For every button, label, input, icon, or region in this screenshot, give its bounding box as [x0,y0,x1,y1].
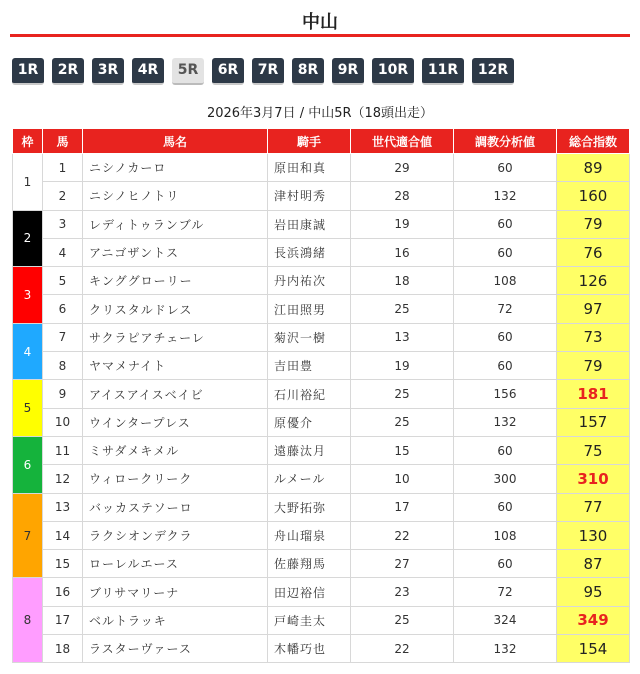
total-index-cell: 87 [557,550,630,578]
jockey-cell: 石川裕紀 [268,380,351,408]
table-row [13,578,630,606]
training-analysis-cell: 132 [454,635,557,663]
horse-number-cell: 2 [43,182,83,210]
table-row [13,606,630,634]
training-analysis-cell: 60 [454,154,557,182]
total-index-cell: 160 [557,182,630,210]
horse-name-cell: ローレルエース [83,550,268,578]
horse-name-cell: ヤマメナイト [83,352,268,380]
training-analysis-cell: 156 [454,380,557,408]
waku-cell: 2 [13,210,43,267]
horse-number-cell: 16 [43,578,83,606]
race-tab-1r[interactable]: 1R [12,58,44,85]
jockey-cell: 津村明秀 [268,182,351,210]
col-waku-header: 枠 [13,129,43,154]
total-index-cell: 89 [557,154,630,182]
training-analysis-cell: 60 [454,352,557,380]
waku-cell: 7 [13,493,43,578]
generation-fit-cell: 13 [351,323,454,351]
table-row [13,408,630,436]
total-index-cell: 77 [557,493,630,521]
horse-name-cell: ウィロークリーク [83,465,268,493]
horse-number-cell: 12 [43,465,83,493]
training-analysis-cell: 60 [454,550,557,578]
horse-number-cell: 10 [43,408,83,436]
total-index-cell: 73 [557,323,630,351]
race-table [12,128,630,663]
race-tab-6r[interactable]: 6R [212,58,244,85]
waku-cell: 4 [13,323,43,380]
horse-name-cell: バッカステソーロ [83,493,268,521]
horse-number-cell: 6 [43,295,83,323]
horse-number-cell: 7 [43,323,83,351]
total-index-cell: 349 [557,606,630,634]
generation-fit-cell: 10 [351,465,454,493]
col-jockey-header: 騎手 [268,129,351,154]
total-index-cell: 75 [557,436,630,464]
training-analysis-cell: 60 [454,436,557,464]
col-horse-name-header: 馬名 [83,129,268,154]
horse-name-cell: ニシノヒノトリ [83,182,268,210]
horse-number-cell: 13 [43,493,83,521]
jockey-cell: 原田和真 [268,154,351,182]
horse-number-cell: 4 [43,238,83,266]
horse-name-cell: アニゴザントス [83,238,268,266]
training-analysis-cell: 72 [454,578,557,606]
horse-name-cell: クリスタルドレス [83,295,268,323]
waku-cell: 5 [13,380,43,437]
total-index-cell: 95 [557,578,630,606]
total-index-cell: 130 [557,521,630,549]
horse-number-cell: 18 [43,635,83,663]
horse-name-cell: ラスターヴァース [83,635,268,663]
waku-cell: 3 [13,267,43,324]
horse-name-cell: サクラピアチェーレ [83,323,268,351]
generation-fit-cell: 23 [351,578,454,606]
horse-name-cell: ウインタープレス [83,408,268,436]
race-tab-11r[interactable]: 11R [422,58,464,85]
horse-number-cell: 11 [43,436,83,464]
horse-number-cell: 5 [43,267,83,295]
total-index-cell: 310 [557,465,630,493]
jockey-cell: 丹内祐次 [268,267,351,295]
table-row [13,380,630,408]
waku-cell: 1 [13,154,43,211]
race-tab-10r[interactable]: 10R [372,58,414,85]
table-row [13,154,630,182]
jockey-cell: ルメール [268,465,351,493]
table-row [13,550,630,578]
total-index-cell: 76 [557,238,630,266]
race-tab-7r[interactable]: 7R [252,58,284,85]
training-analysis-cell: 132 [454,408,557,436]
jockey-cell: 田辺裕信 [268,578,351,606]
horse-name-cell: アイスアイスベイビ [83,380,268,408]
table-row [13,295,630,323]
generation-fit-cell: 25 [351,606,454,634]
horse-name-cell: キンググローリー [83,267,268,295]
col-generation-fit-header: 世代適合値 [351,129,454,154]
training-analysis-cell: 300 [454,465,557,493]
horse-name-cell: ラクシオンデクラ [83,521,268,549]
training-analysis-cell: 132 [454,182,557,210]
table-row [13,352,630,380]
race-info: 2026年3月7日 / 中山5R（18頭出走） [206,106,434,121]
generation-fit-cell: 18 [351,267,454,295]
total-index-cell: 126 [557,267,630,295]
table-header-row [13,129,630,154]
training-analysis-cell: 60 [454,210,557,238]
jockey-cell: 原優介 [268,408,351,436]
race-tab-8r[interactable]: 8R [292,58,324,85]
jockey-cell: 岩田康誠 [268,210,351,238]
race-tab-9r[interactable]: 9R [332,58,364,85]
jockey-cell: 木幡巧也 [268,635,351,663]
training-analysis-cell: 60 [454,323,557,351]
total-index-cell: 79 [557,352,630,380]
waku-cell: 6 [13,436,43,493]
jockey-cell: 舟山瑠泉 [268,521,351,549]
total-index-cell: 154 [557,635,630,663]
generation-fit-cell: 17 [351,493,454,521]
col-horse-number-header: 馬 [43,129,83,154]
generation-fit-cell: 16 [351,238,454,266]
horse-name-cell: レディトゥランブル [83,210,268,238]
horse-number-cell: 17 [43,606,83,634]
generation-fit-cell: 19 [351,352,454,380]
generation-fit-cell: 28 [351,182,454,210]
generation-fit-cell: 22 [351,635,454,663]
table-row [13,323,630,351]
training-analysis-cell: 72 [454,295,557,323]
horse-number-cell: 15 [43,550,83,578]
generation-fit-cell: 25 [351,380,454,408]
jockey-cell: 長浜鴻緒 [268,238,351,266]
table-row [13,635,630,663]
total-index-cell: 181 [557,380,630,408]
race-tab-2r[interactable]: 2R [52,58,84,85]
generation-fit-cell: 29 [351,154,454,182]
jockey-cell: 江田照男 [268,295,351,323]
page-title: 中山 [302,12,338,33]
table-row [13,465,630,493]
training-analysis-cell: 324 [454,606,557,634]
generation-fit-cell: 15 [351,436,454,464]
waku-cell: 8 [13,578,43,663]
generation-fit-cell: 22 [351,521,454,549]
total-index-cell: 157 [557,408,630,436]
horse-number-cell: 9 [43,380,83,408]
horse-number-cell: 3 [43,210,83,238]
table-row [13,436,630,464]
race-tab-3r[interactable]: 3R [92,58,124,85]
horse-name-cell: ベルトラッキ [83,606,268,634]
horse-number-cell: 14 [43,521,83,549]
jockey-cell: 菊沢一樹 [268,323,351,351]
race-tabs [0,37,640,85]
horse-number-cell: 8 [43,352,83,380]
col-training-analysis-header: 調教分析値 [454,129,557,154]
jockey-cell: 吉田豊 [268,352,351,380]
training-analysis-cell: 108 [454,521,557,549]
horse-name-cell: ミサダメキメル [83,436,268,464]
total-index-cell: 97 [557,295,630,323]
horse-name-cell: ブリサマリーナ [83,578,268,606]
horse-number-cell: 1 [43,154,83,182]
jockey-cell: 大野拓弥 [268,493,351,521]
generation-fit-cell: 25 [351,408,454,436]
table-row [13,182,630,210]
table-row [13,521,630,549]
table-row [13,267,630,295]
table-row [13,493,630,521]
table-row [13,238,630,266]
training-analysis-cell: 60 [454,238,557,266]
table-row [13,210,630,238]
generation-fit-cell: 27 [351,550,454,578]
jockey-cell: 戸崎圭太 [268,606,351,634]
training-analysis-cell: 108 [454,267,557,295]
jockey-cell: 遠藤汰月 [268,436,351,464]
race-tab-12r[interactable]: 12R [472,58,514,85]
total-index-cell: 79 [557,210,630,238]
jockey-cell: 佐藤翔馬 [268,550,351,578]
col-total-index-header: 総合指数 [557,129,630,154]
race-tab-5r[interactable]: 5R [172,58,204,85]
horse-name-cell: ニシノカーロ [83,154,268,182]
generation-fit-cell: 25 [351,295,454,323]
training-analysis-cell: 60 [454,493,557,521]
race-tab-4r[interactable]: 4R [132,58,164,85]
generation-fit-cell: 19 [351,210,454,238]
